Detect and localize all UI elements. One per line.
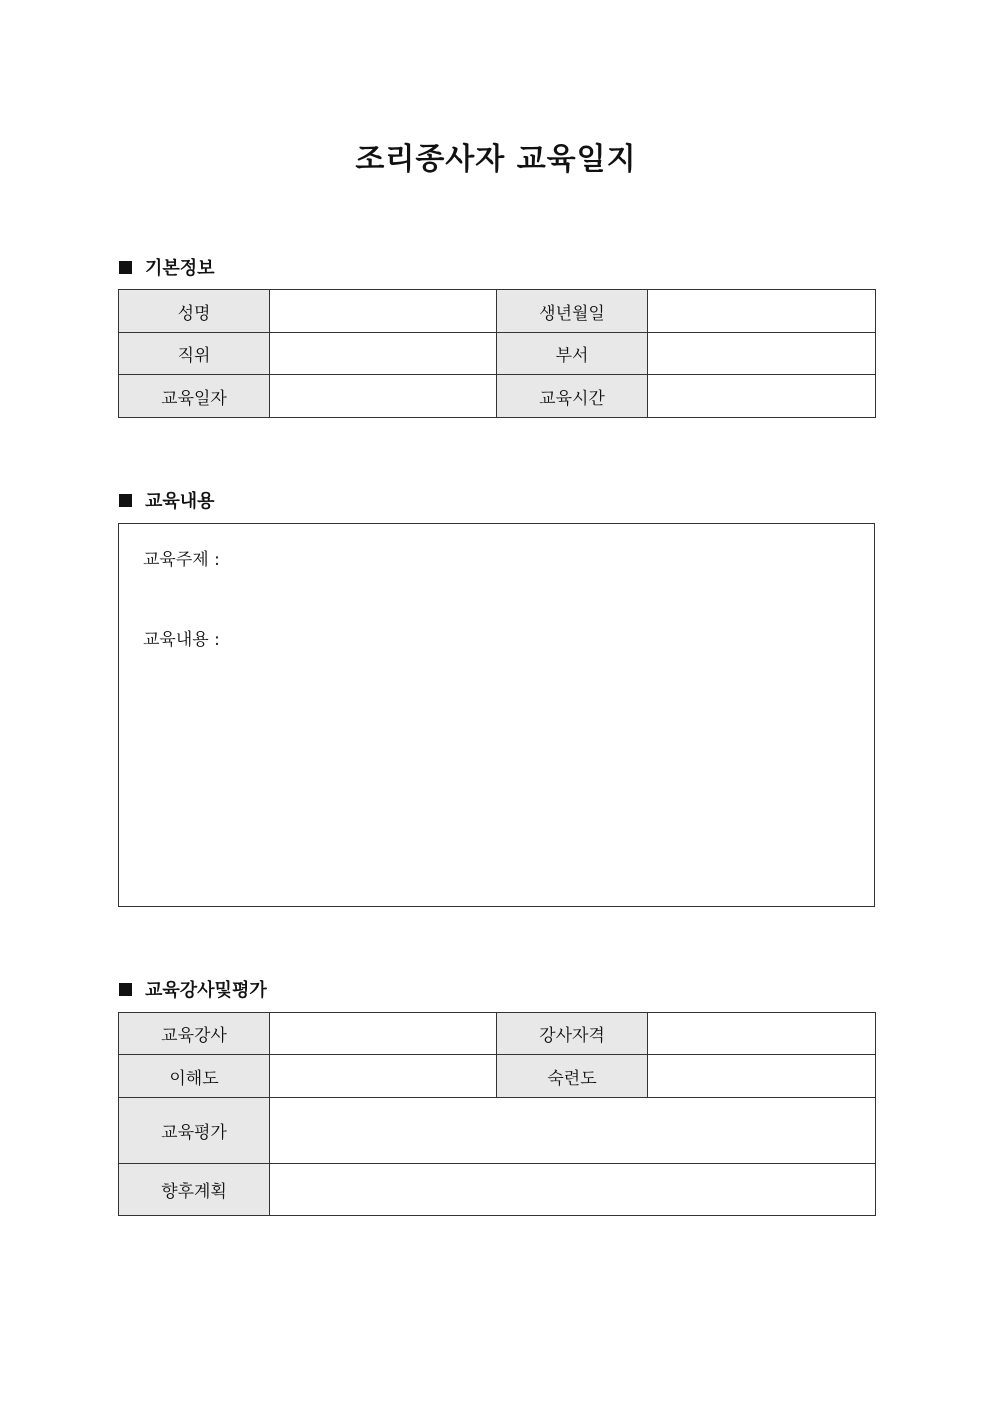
instructor-field[interactable]: [270, 1013, 497, 1055]
section-basic-label: 기본정보: [145, 258, 215, 279]
section-instructor-label: 교육강사및평가: [145, 980, 267, 1001]
proficiency-field[interactable]: [648, 1055, 876, 1098]
square-bullet-icon: [119, 983, 132, 996]
proficiency-label: 숙련도: [497, 1055, 648, 1098]
page-title: 조리종사자 교육일지: [355, 142, 637, 177]
evaluation-table: [118, 1012, 876, 1216]
department-field[interactable]: [648, 333, 876, 375]
name-field[interactable]: [270, 290, 497, 333]
instructor-label: 교육강사: [119, 1013, 270, 1055]
qualification-field[interactable]: [648, 1013, 876, 1055]
square-bullet-icon: [119, 261, 132, 274]
evaluation-field[interactable]: [270, 1098, 876, 1164]
square-bullet-icon: [119, 494, 132, 507]
understanding-label: 이해도: [119, 1055, 270, 1098]
section-content-heading: [119, 487, 215, 513]
section-content-label: 교육내용: [145, 491, 215, 512]
section-instructor-heading: [119, 976, 267, 1002]
future-plan-label: 향후계획: [119, 1164, 270, 1216]
content-box[interactable]: [118, 523, 875, 907]
edu-date-label: 교육일자: [119, 375, 270, 418]
evaluation-label: 교육평가: [119, 1098, 270, 1164]
basic-info-table: [118, 289, 876, 418]
position-field[interactable]: [270, 333, 497, 375]
topic-label: 교육주제 :: [143, 550, 220, 570]
edu-time-field[interactable]: [648, 375, 876, 418]
birthdate-field[interactable]: [648, 290, 876, 333]
department-label: 부서: [497, 333, 648, 375]
section-basic-heading: [119, 254, 215, 280]
content-label: 교육내용 :: [143, 630, 220, 650]
position-label: 직위: [119, 333, 270, 375]
birthdate-label: 생년월일: [497, 290, 648, 333]
understanding-field[interactable]: [270, 1055, 497, 1098]
qualification-label: 강사자격: [497, 1013, 648, 1055]
future-plan-field[interactable]: [270, 1164, 876, 1216]
edu-date-field[interactable]: [270, 375, 497, 418]
name-label: 성명: [119, 290, 270, 333]
edu-time-label: 교육시간: [497, 375, 648, 418]
